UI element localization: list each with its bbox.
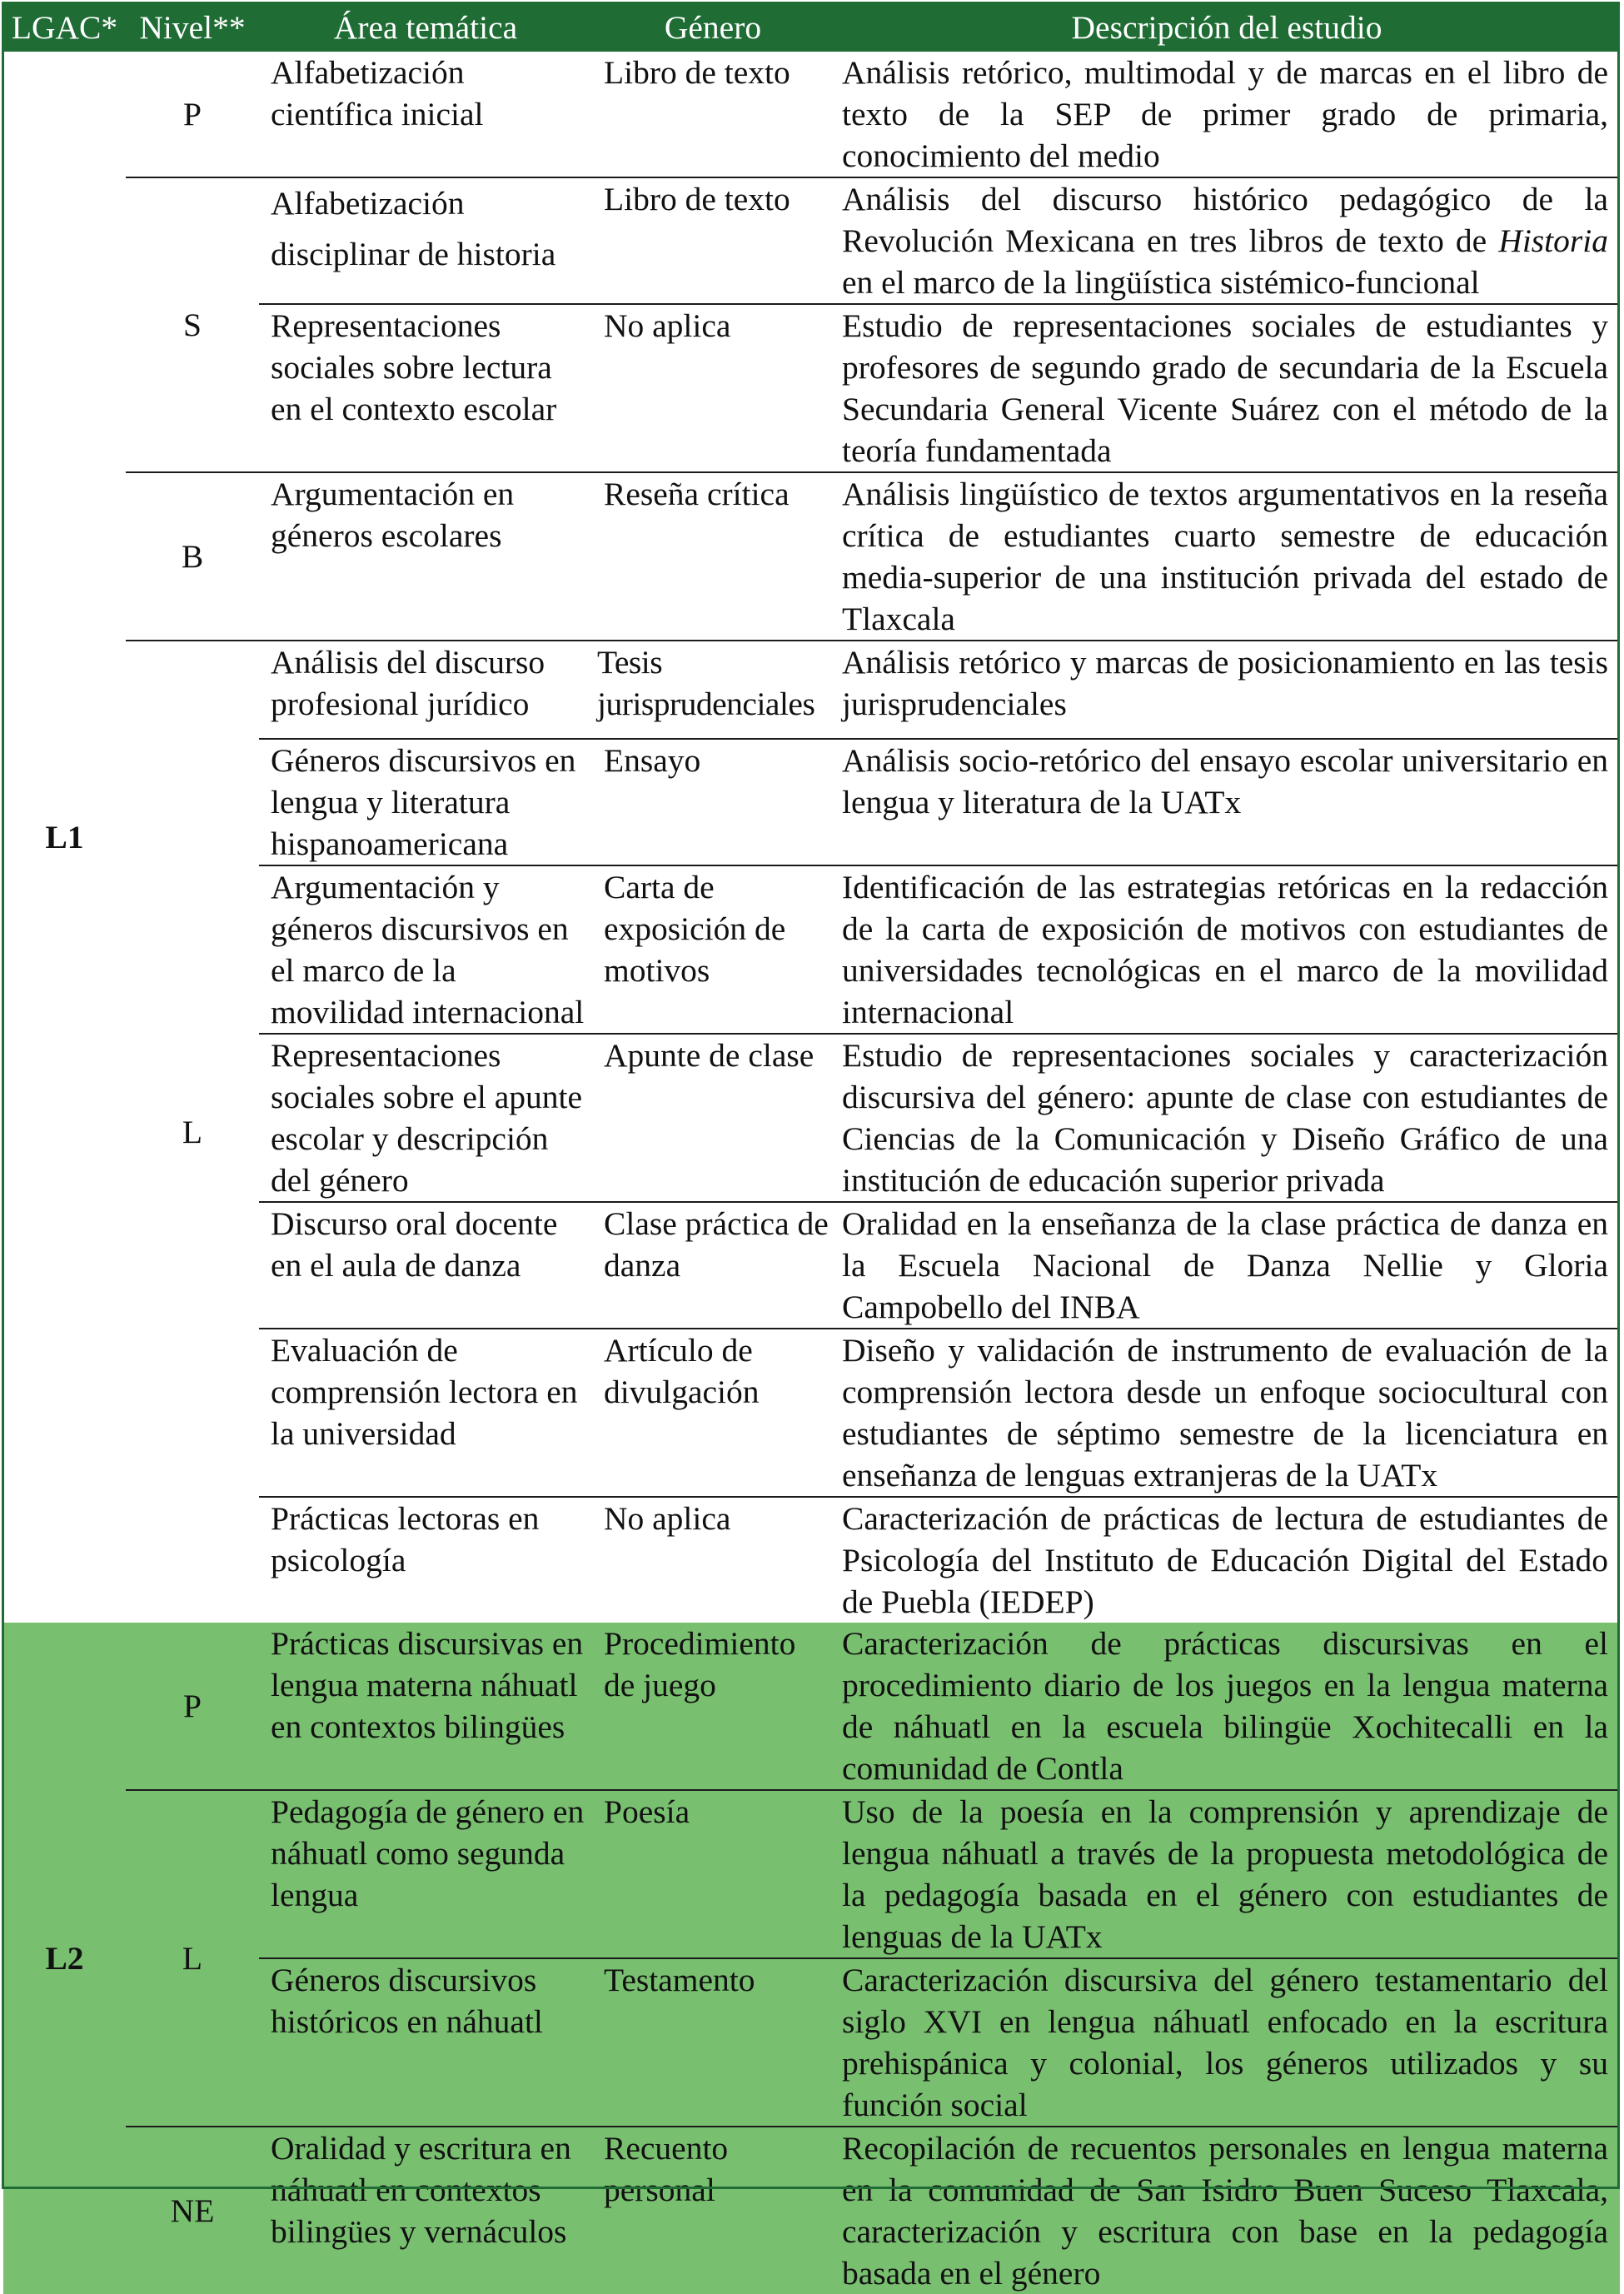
genero-cell: Recuento personal [592,2127,834,2294]
area-cell: Alfabetización científica inicial [271,54,484,132]
descripcion-cell: Estudio de representaciones sociales y caracterización discursiva del género: apunte de clase con estudiantes de Ciencias de la Comunicación y Diseño Gráfico de una institución de educación superior privada [834,1034,1620,1202]
genero-cell: No aplica [592,304,834,472]
area-cell: Oralidad y escritura en náhuatl en contextos bilingües y vernáculos [259,2127,592,2294]
genero-cell: Clase práctica de danza [592,1202,834,1329]
area-cell: Géneros discursivos en lengua y literatura hispanoamericana [259,739,592,865]
genero-cell: Apunte de clase [592,1034,834,1202]
table-row [3,52,1620,177]
descripcion-cell: Oralidad en la enseñanza de la clase práctica de danza en la Escuela Nacional de Danza Nellie y Gloria Campobello del INBA [834,1202,1620,1329]
descripcion-cell: Análisis lingüístico de textos argumentativos en la reseña crítica de estudiantes cuarto semestre de educación media-superior de una institución privada del estado de Tlaxcala [834,472,1620,641]
lgac-cell-l2: L2 [3,1623,126,2294]
nivel-cell: S [126,177,259,472]
area-cell: Representaciones sociales sobre lectura en el contexto escolar [259,304,592,472]
descripcion-cell: Caracterización de prácticas discursivas en el procedimiento diario de los juegos en la lengua materna de náhuatl en la escuela bilingüe Xochitecalli en la comunidad de Contla [834,1623,1620,1790]
area-cell: Argumentación en géneros escolares [259,472,592,641]
genero-cell: Reseña crítica [592,472,834,641]
area-cell: Géneros discursivos históricos en náhuatl [259,1958,592,2127]
lgac-cell-l1: L1 [45,819,84,855]
descripcion-cell: Caracterización discursiva del género testamentario del siglo XVI en lengua náhuatl enfocado en la escritura prehispánica y colonial, los géneros utilizados y su función social [834,1958,1620,2127]
area-cell: Prácticas lectoras en psicología [259,1497,592,1623]
nivel-cell: B [126,472,259,641]
genero-cell: Tesis jurisprudenciales [592,641,834,739]
header-lgac: LGAC* [3,3,126,52]
table-row [3,1790,1620,1958]
descripcion-text: Análisis del discurso histórico pedagógico de la Revolución Mexicana en tres libros de texto de [842,181,1608,259]
nivel-cell: P [126,1623,259,1790]
area-cell: Pedagogía de género en náhuatl como segunda lengua [259,1790,592,1958]
nivel-cell: L [126,1790,259,2127]
descripcion-cell: Análisis retórico y marcas de posicionamiento en las tesis jurisprudenciales [834,641,1620,739]
descripcion-italic: Historia [1498,222,1608,259]
genero-cell: Libro de texto [604,54,790,91]
table-row [3,177,1620,304]
table-row [3,472,1620,641]
descripcion-cell: Uso de la poesía en la comprensión y aprendizaje de lengua náhuatl a través de la propuesta metodológica de la pedagogía basada en el género con estudiantes de lenguas de la UATx [834,1790,1620,1958]
header-genero: Género [592,3,834,52]
descripcion-cell: Diseño y validación de instrumento de evaluación de la comprensión lectora desde un enfoque sociocultural con estudiantes de séptimo semestre de la licenciatura en enseñanza de lenguas extranjeras de la UATx [834,1329,1620,1497]
genero-cell: Ensayo [592,739,834,865]
descripcion-cell: Recopilación de recuentos personales en lengua materna en la comunidad de San Isidro Buen Suceso Tlaxcala, caracterización y escritura con base en la pedagogía basada en el género [834,2127,1620,2294]
studies-table [3,3,1620,2294]
nivel-cell: NE [126,2127,259,2294]
descripcion-cell: Identificación de las estrategias retóricas en la redacción de la carta de exposición de motivos con estudiantes de universidades tecnológicas en el marco de la movilidad internacional [834,865,1620,1034]
genero-cell: Artículo de divulgación [592,1329,834,1497]
header-row [3,3,1620,52]
genero-cell: Testamento [592,1958,834,2127]
descripcion-cell: Análisis socio-retórico del ensayo escolar universitario en lengua y literatura de la UATx [834,739,1620,865]
genero-cell: Libro de texto [592,177,834,304]
header-descripcion: Descripción del estudio [834,3,1620,52]
area-cell: Representaciones sociales sobre el apunte escolar y descripción del género [259,1034,592,1202]
nivel-cell: L [126,641,259,1623]
genero-cell: Poesía [592,1790,834,1958]
area-cell: Evaluación de comprensión lectora en la universidad [259,1329,592,1497]
area-cell: Prácticas discursivas en lengua materna náhuatl en contextos bilingües [259,1623,592,1790]
descripcion-text: en el marco de la lingüística sistémico-funcional [842,264,1480,301]
genero-cell: Carta de exposición de motivos [592,865,834,1034]
genero-cell: No aplica [592,1497,834,1623]
nivel-cell: P [183,96,202,132]
descripcion-cell: Estudio de representaciones sociales de estudiantes y profesores de segundo grado de secundaria de la Escuela Secundaria General Vicente Suárez con el método de la teoría fundamentada [834,304,1620,472]
area-cell: Argumentación y géneros discursivos en el marco de la movilidad internacional [259,865,592,1034]
descripcion-cell [834,177,1620,304]
descripcion-cell: Análisis retórico, multimodal y de marcas en el libro de texto de la SEP de primer grado de primaria, conocimiento del medio [842,54,1608,174]
table-row [3,1623,1620,1790]
genero-cell: Procedimiento de juego [592,1623,834,1790]
area-cell: Discurso oral docente en el aula de danza [259,1202,592,1329]
header-nivel: Nivel** [126,3,259,52]
header-area: Área temática [259,3,592,52]
descripcion-cell: Caracterización de prácticas de lectura de estudiantes de Psicología del Instituto de Educación Digital del Estado de Puebla (IEDEP) [834,1497,1620,1623]
area-cell: Análisis del discurso profesional jurídico [259,641,592,739]
table-row [3,641,1620,739]
table-row [3,2127,1620,2294]
area-cell: Alfabetización disciplinar de historia [259,177,592,304]
